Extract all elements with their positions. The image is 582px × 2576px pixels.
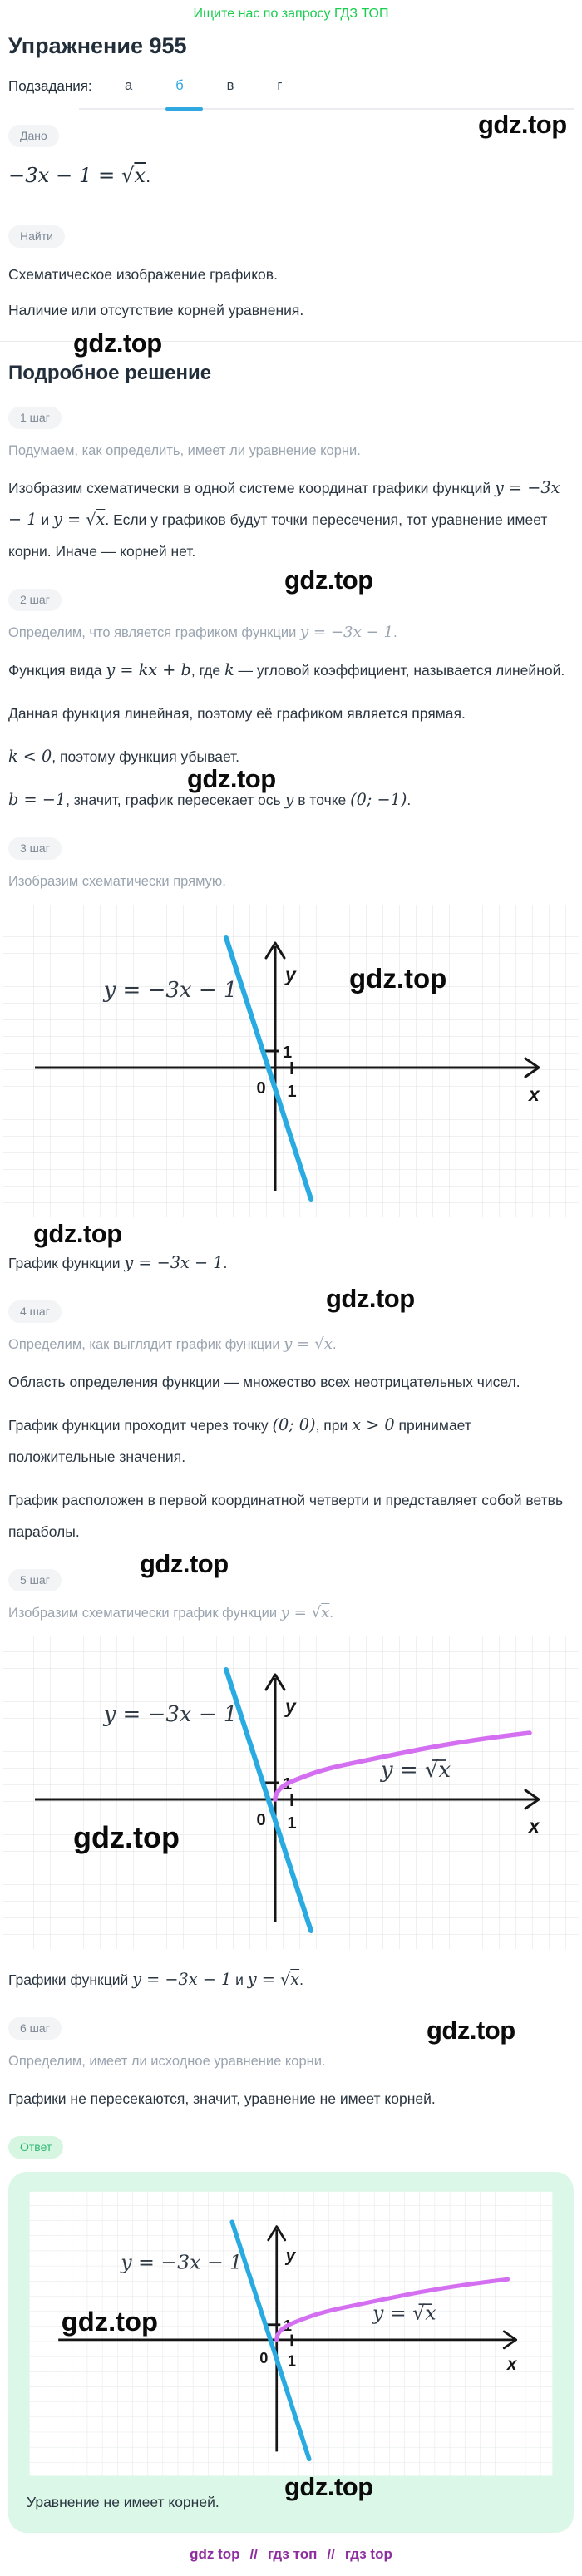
step-6-desc: Определим, имеет ли исходное уравнение корни.	[8, 2054, 326, 2069]
footer-links	[0, 2546, 582, 2563]
svg-text:x: x	[506, 2355, 517, 2375]
find-item: Схематическое изображение графиков.	[8, 266, 278, 283]
step-4	[8, 1300, 574, 1578]
tab-a[interactable]: а	[125, 78, 133, 93]
step-5-caption: Графики функций y = −3x − 1 и y = √x.	[8, 1970, 303, 1989]
graph-answer	[27, 2190, 555, 2477]
svg-text:gdz.top: gdz.top	[349, 963, 447, 994]
subtasks-label: Подзадания:	[8, 78, 92, 94]
svg-text:y: y	[285, 2246, 296, 2266]
footer-link-3[interactable]: гдз top	[344, 2546, 392, 2563]
svg-text:1: 1	[283, 1775, 293, 1794]
svg-text:x: x	[529, 1815, 540, 1837]
step-2-text: Функция вида y = kx + b, где k — угловой коэффициент, называется линейной.	[8, 660, 565, 679]
find-badge: Найти	[8, 225, 65, 248]
svg-text:gdz.top: gdz.top	[73, 1820, 180, 1854]
step-2-badge: 2 шаг	[8, 589, 62, 611]
step-5	[8, 1569, 574, 1996]
svg-text:1: 1	[283, 1044, 293, 1062]
step-3	[8, 837, 574, 1279]
step-2	[8, 589, 574, 816]
step-4-text: График расположен в первой координатной четверти и представляет собой ветвь параболы.	[8, 1492, 564, 1540]
step-4-text: График функции проходит через точку (0; 0), при x > 0 принимает положительные значения.	[8, 1415, 471, 1465]
given-badge: Дано	[8, 125, 59, 147]
watermark: gdz.top	[284, 565, 373, 595]
step-4-text: Область определения функции — множество всех неотрицательных чисел.	[8, 1374, 520, 1390]
watermark: gdz.top	[284, 2472, 373, 2502]
watermark: gdz.top	[140, 1549, 229, 1578]
svg-text:y: y	[285, 1695, 296, 1717]
svg-text:y = √x: y = √x	[380, 1758, 451, 1783]
svg-text:x: x	[529, 1083, 540, 1105]
step-5-desc: Изобразим схематически график функции y = √x.	[8, 1604, 333, 1621]
svg-text:y = −3x − 1: y = −3x − 1	[103, 1702, 238, 1727]
active-tab-indicator	[165, 107, 203, 111]
tab-b-active[interactable]: б	[175, 78, 184, 93]
svg-text:y = √x: y = √x	[372, 2301, 436, 2325]
step-3-desc: Изобразим схематически прямую.	[8, 874, 226, 889]
svg-text:1: 1	[287, 1083, 297, 1101]
watermark: gdz.top	[478, 110, 567, 139]
footer-link-2[interactable]: гдз топ	[268, 2546, 318, 2563]
step-3-badge: 3 шаг	[8, 837, 62, 860]
watermark: gdz.top	[33, 1219, 122, 1248]
step-6-text: Графики не пересекаются, значит, уравнение не имеет корней.	[8, 2090, 436, 2107]
watermark: gdz.top	[187, 764, 276, 793]
answer-text: Уравнение не имеет корней.	[27, 2494, 219, 2511]
promo-text: Ищите нас по запросу ГДЗ ТОП	[193, 7, 389, 21]
solution-heading: Подробное решение	[8, 362, 212, 384]
answer-box	[8, 2172, 574, 2533]
given-equation: −3x − 1 = √x.	[8, 164, 151, 187]
step-6-badge: 6 шаг	[8, 2017, 62, 2040]
svg-text:1: 1	[287, 1814, 297, 1833]
footer-separator: //	[327, 2546, 335, 2563]
svg-text:y: y	[285, 964, 296, 985]
answer-badge: Ответ	[8, 2136, 63, 2159]
step-3-caption: График функции y = −3x − 1.	[8, 1253, 228, 1272]
watermark: gdz.top	[326, 1284, 415, 1313]
step-6	[8, 2017, 574, 2115]
step-1-text: Изобразим схематически в одной системе координат графики функций y = −3x − 1 и y = √x. Если у графиков будут точки пересечения, тот уравнение имеет корни. Иначе — корней нет.	[8, 478, 560, 560]
step-1-badge: 1 шаг	[8, 407, 62, 429]
footer-link-1[interactable]: gdz top	[190, 2546, 240, 2563]
step-4-badge: 4 шаг	[8, 1300, 62, 1323]
step-2-text: k < 0, поэтому функция убывает.	[8, 747, 240, 766]
svg-text:y = −3x − 1: y = −3x − 1	[103, 978, 238, 1003]
watermark: gdz.top	[427, 2016, 515, 2045]
step-2-text: b = −1, значит, график пересекает ось y в точке (0; −1).	[8, 790, 412, 809]
answer-section	[8, 2136, 574, 2533]
footer-separator: //	[249, 2546, 258, 2563]
subtasks-tabs	[8, 78, 574, 110]
tab-v[interactable]: в	[226, 78, 234, 93]
step-2-text: Данная функция линейная, поэтому её графиком является прямая.	[8, 705, 466, 722]
svg-text:0: 0	[259, 2350, 269, 2367]
svg-text:1: 1	[287, 2352, 296, 2370]
svg-text:1: 1	[283, 2317, 293, 2334]
find-item: Наличие или отсутствие корней уравнения.	[8, 302, 304, 318]
tab-g[interactable]: г	[277, 78, 283, 93]
svg-text:0: 0	[256, 1079, 266, 1098]
step-1-desc: Подумаем, как определить, имеет ли уравнение корни.	[8, 443, 361, 458]
step-4-desc: Определим, как выглядит график функции y = √x.	[8, 1335, 337, 1353]
svg-text:0: 0	[256, 1811, 266, 1829]
svg-text:y = −3x − 1: y = −3x − 1	[121, 2250, 243, 2274]
watermark: gdz.top	[73, 328, 162, 358]
tabs-list	[125, 78, 282, 94]
step-5-badge: 5 шаг	[8, 1569, 62, 1591]
step-1	[8, 407, 574, 595]
svg-text:gdz.top: gdz.top	[61, 2305, 158, 2337]
graph-line-and-sqrt-step5	[0, 1635, 582, 1951]
step-2-desc: Определим, что является графиком функции y = −3x − 1.	[8, 624, 397, 641]
page-title: Упражнение 955	[8, 33, 187, 58]
graph-line-step3	[0, 903, 582, 1219]
